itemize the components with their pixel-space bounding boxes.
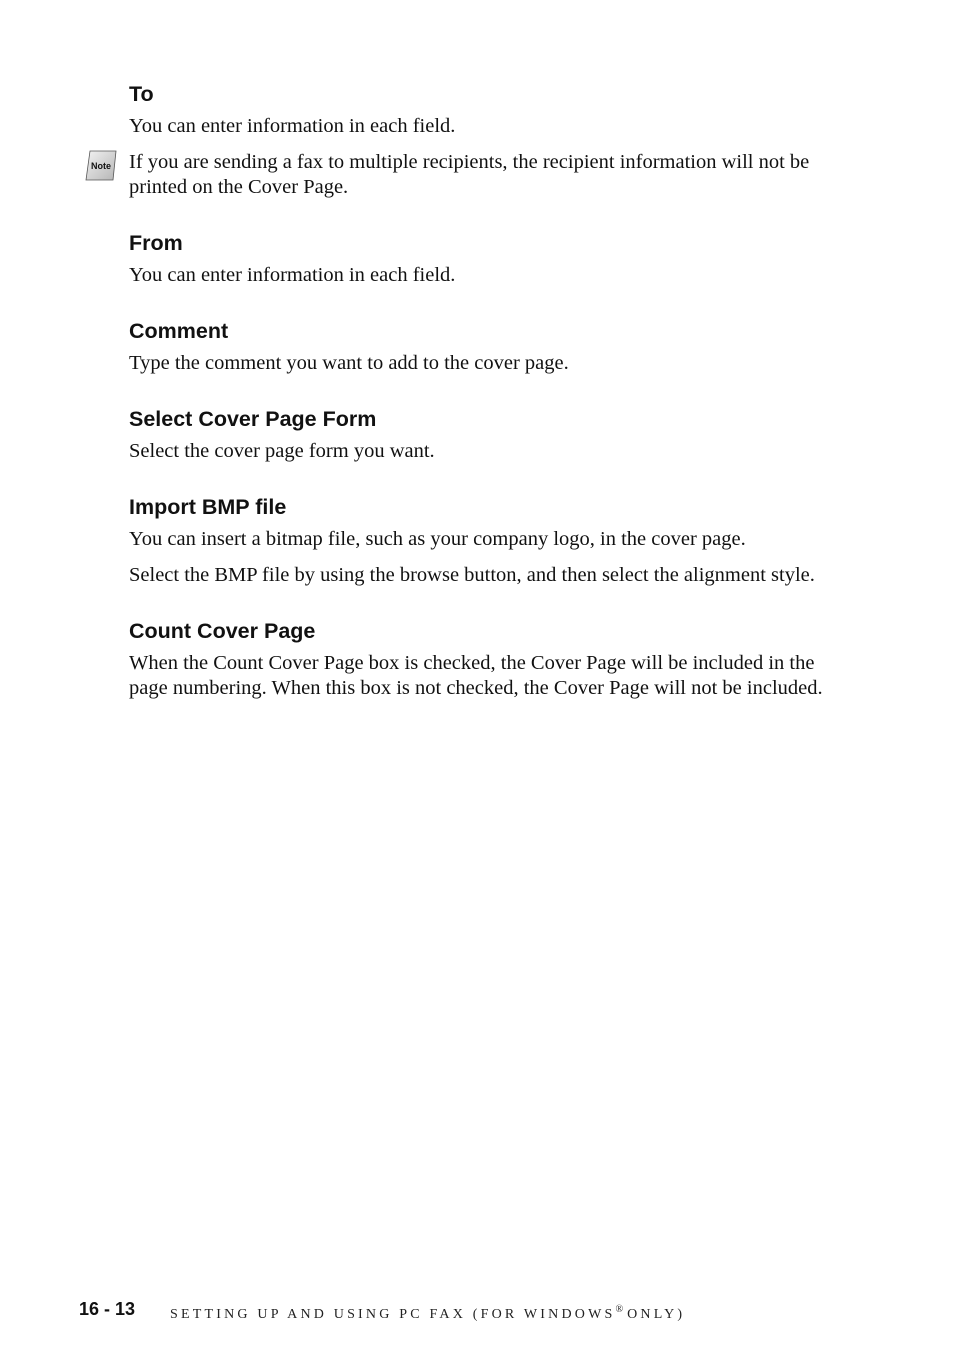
section-paragraph: You can insert a bitmap file, such as your company logo, in the cover page. <box>129 528 746 550</box>
page-footer <box>79 1297 899 1327</box>
section-heading: Select Cover Page Form <box>129 407 377 431</box>
section-select-cover-page-form <box>129 405 829 464</box>
section-count-cover-page <box>129 617 829 701</box>
note-icon <box>85 149 117 181</box>
registered-mark: ® <box>615 1304 624 1315</box>
section-paragraph: You can enter information in each field. <box>129 264 456 286</box>
page-content <box>91 80 829 730</box>
section-paragraph: Type the comment you want to add to the cover page. <box>129 352 569 374</box>
section-heading: Comment <box>129 319 229 343</box>
section-heading: From <box>129 231 183 255</box>
page-number: 16 - 13 <box>79 1299 136 1319</box>
note-icon-label: Note <box>91 161 111 171</box>
section-heading: Import BMP file <box>129 495 287 519</box>
running-head-text-end: ONLY) <box>627 1307 686 1322</box>
section-import-bmp-file <box>129 493 829 588</box>
note-callout <box>91 150 829 200</box>
section-heading: Count Cover Page <box>129 619 316 643</box>
running-head <box>170 1300 685 1325</box>
section-to <box>91 80 829 200</box>
section-paragraph: When the Count Cover Page box is checked, the Cover Page will be included in the page numbering. When this box is not checked, the Cover Page will not be included. <box>129 652 823 699</box>
note-text: If you are sending a fax to multiple recipients, the recipient information will not be printed on the Cover Page. <box>129 151 810 198</box>
section-paragraph: Select the cover page form you want. <box>129 440 435 462</box>
section-comment <box>129 317 829 376</box>
section-from <box>129 229 829 288</box>
section-paragraph: You can enter information in each field. <box>129 115 456 137</box>
section-paragraph: Select the BMP file by using the browse button, and then select the alignment style. <box>129 564 815 586</box>
section-heading: To <box>129 82 154 106</box>
running-head-text: SETTING UP AND USING PC FAX (FOR WINDOWS <box>170 1307 616 1322</box>
